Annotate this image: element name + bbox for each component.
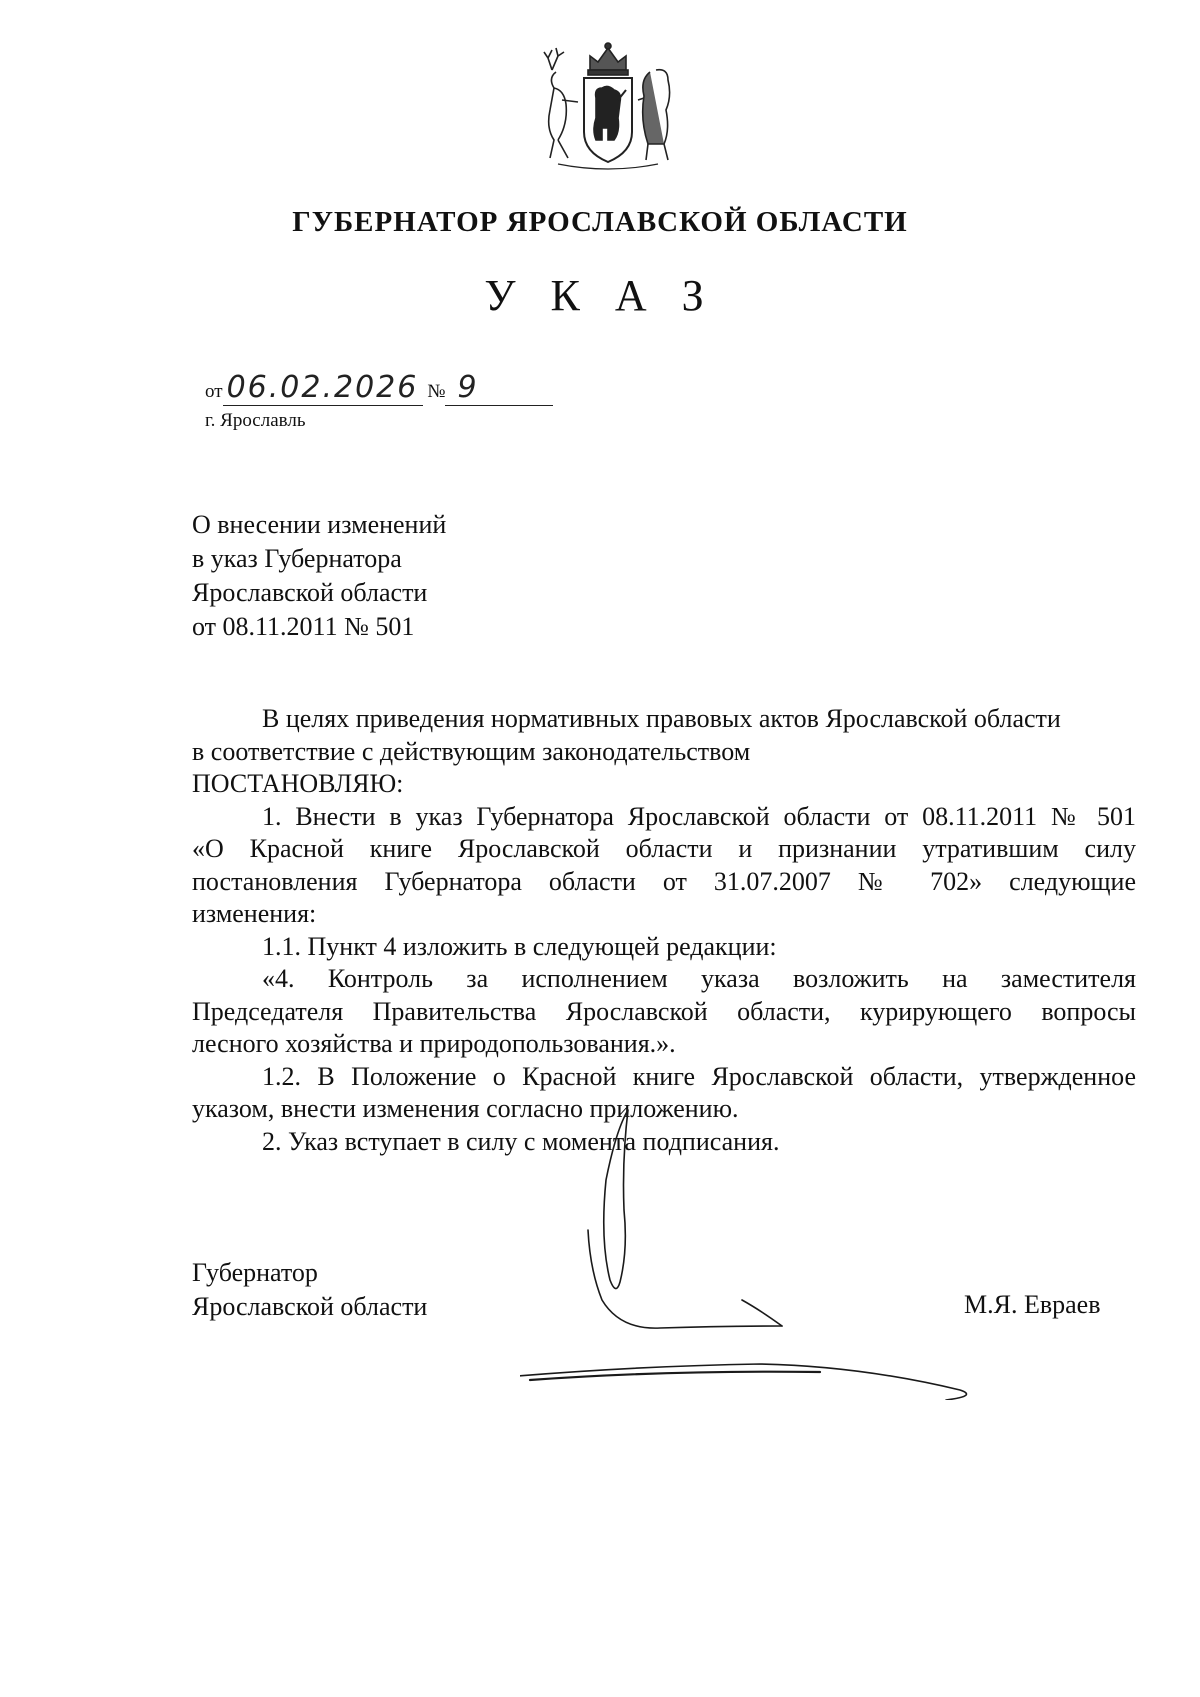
handwritten-number: 9 — [457, 370, 479, 405]
handwritten-date: 06.02.2026 — [226, 370, 419, 405]
subject-line: от 08.11.2011 № 501 — [192, 612, 415, 641]
number-prefix: № — [427, 381, 446, 402]
document-type: У К А З — [484, 271, 716, 320]
paragraph-1-2-line: указом, внести изменения согласно приложению. — [192, 1094, 739, 1123]
number-field — [445, 370, 553, 406]
paragraph-2: 2. Указ вступает в силу с момента подписания. — [262, 1126, 780, 1156]
paragraph-1-line: 1. Внести в указ Губернатора Ярославской области от 08.11.2011 № 501 — [262, 801, 1136, 831]
coat-of-arms-icon — [528, 40, 688, 180]
subject-line: Ярославской области — [192, 578, 428, 607]
decree-body — [192, 703, 1136, 1158]
paragraph-1-line: «О Красной книге Ярославской области и признании утратившим силу — [192, 834, 1136, 863]
position-line: Губернатор — [192, 1258, 318, 1287]
signatory-name: М.Я. Евраев — [964, 1290, 1101, 1319]
paragraph-1-2-line: 1.2. В Положение о Красной книге Ярославской области, утвержденное — [262, 1061, 1136, 1091]
signatory-position — [192, 1256, 427, 1324]
paragraph-1-line: постановления Губернатора области от 31.07.2007 № 702» следующие — [192, 866, 1136, 896]
signature-icon — [520, 1100, 1010, 1400]
decree-word: ПОСТАНОВЛЯЮ: — [192, 769, 404, 798]
quote-line: лесного хозяйства и природопользования.». — [192, 1029, 676, 1058]
paragraph-1-1: 1.1. Пункт 4 изложить в следующей редакции: — [262, 931, 777, 961]
paragraph-1-line: изменения: — [192, 899, 317, 928]
subject-line: О внесении изменений — [192, 510, 447, 539]
date-field — [223, 370, 423, 406]
preamble-line: В целях приведения нормативных правовых актов Ярославской области — [262, 704, 1061, 733]
subject-block — [192, 508, 446, 644]
issuing-authority: ГУБЕРНАТОР ЯРОСЛАВСКОЙ ОБЛАСТИ — [292, 206, 908, 238]
date-number-line — [205, 370, 553, 406]
date-prefix: от — [205, 381, 223, 402]
preamble-line: в соответствие с действующим законодательством — [192, 736, 751, 766]
quote-line: «4. Контроль за исполнением указа возложить на заместителя — [262, 964, 1136, 993]
position-line: Ярославской области — [192, 1292, 428, 1321]
quote-line: Председателя Правительства Ярославской области, курирующего вопросы — [192, 996, 1136, 1026]
issue-city: г. Ярославль — [205, 410, 306, 431]
subject-line: в указ Губернатора — [192, 544, 402, 573]
